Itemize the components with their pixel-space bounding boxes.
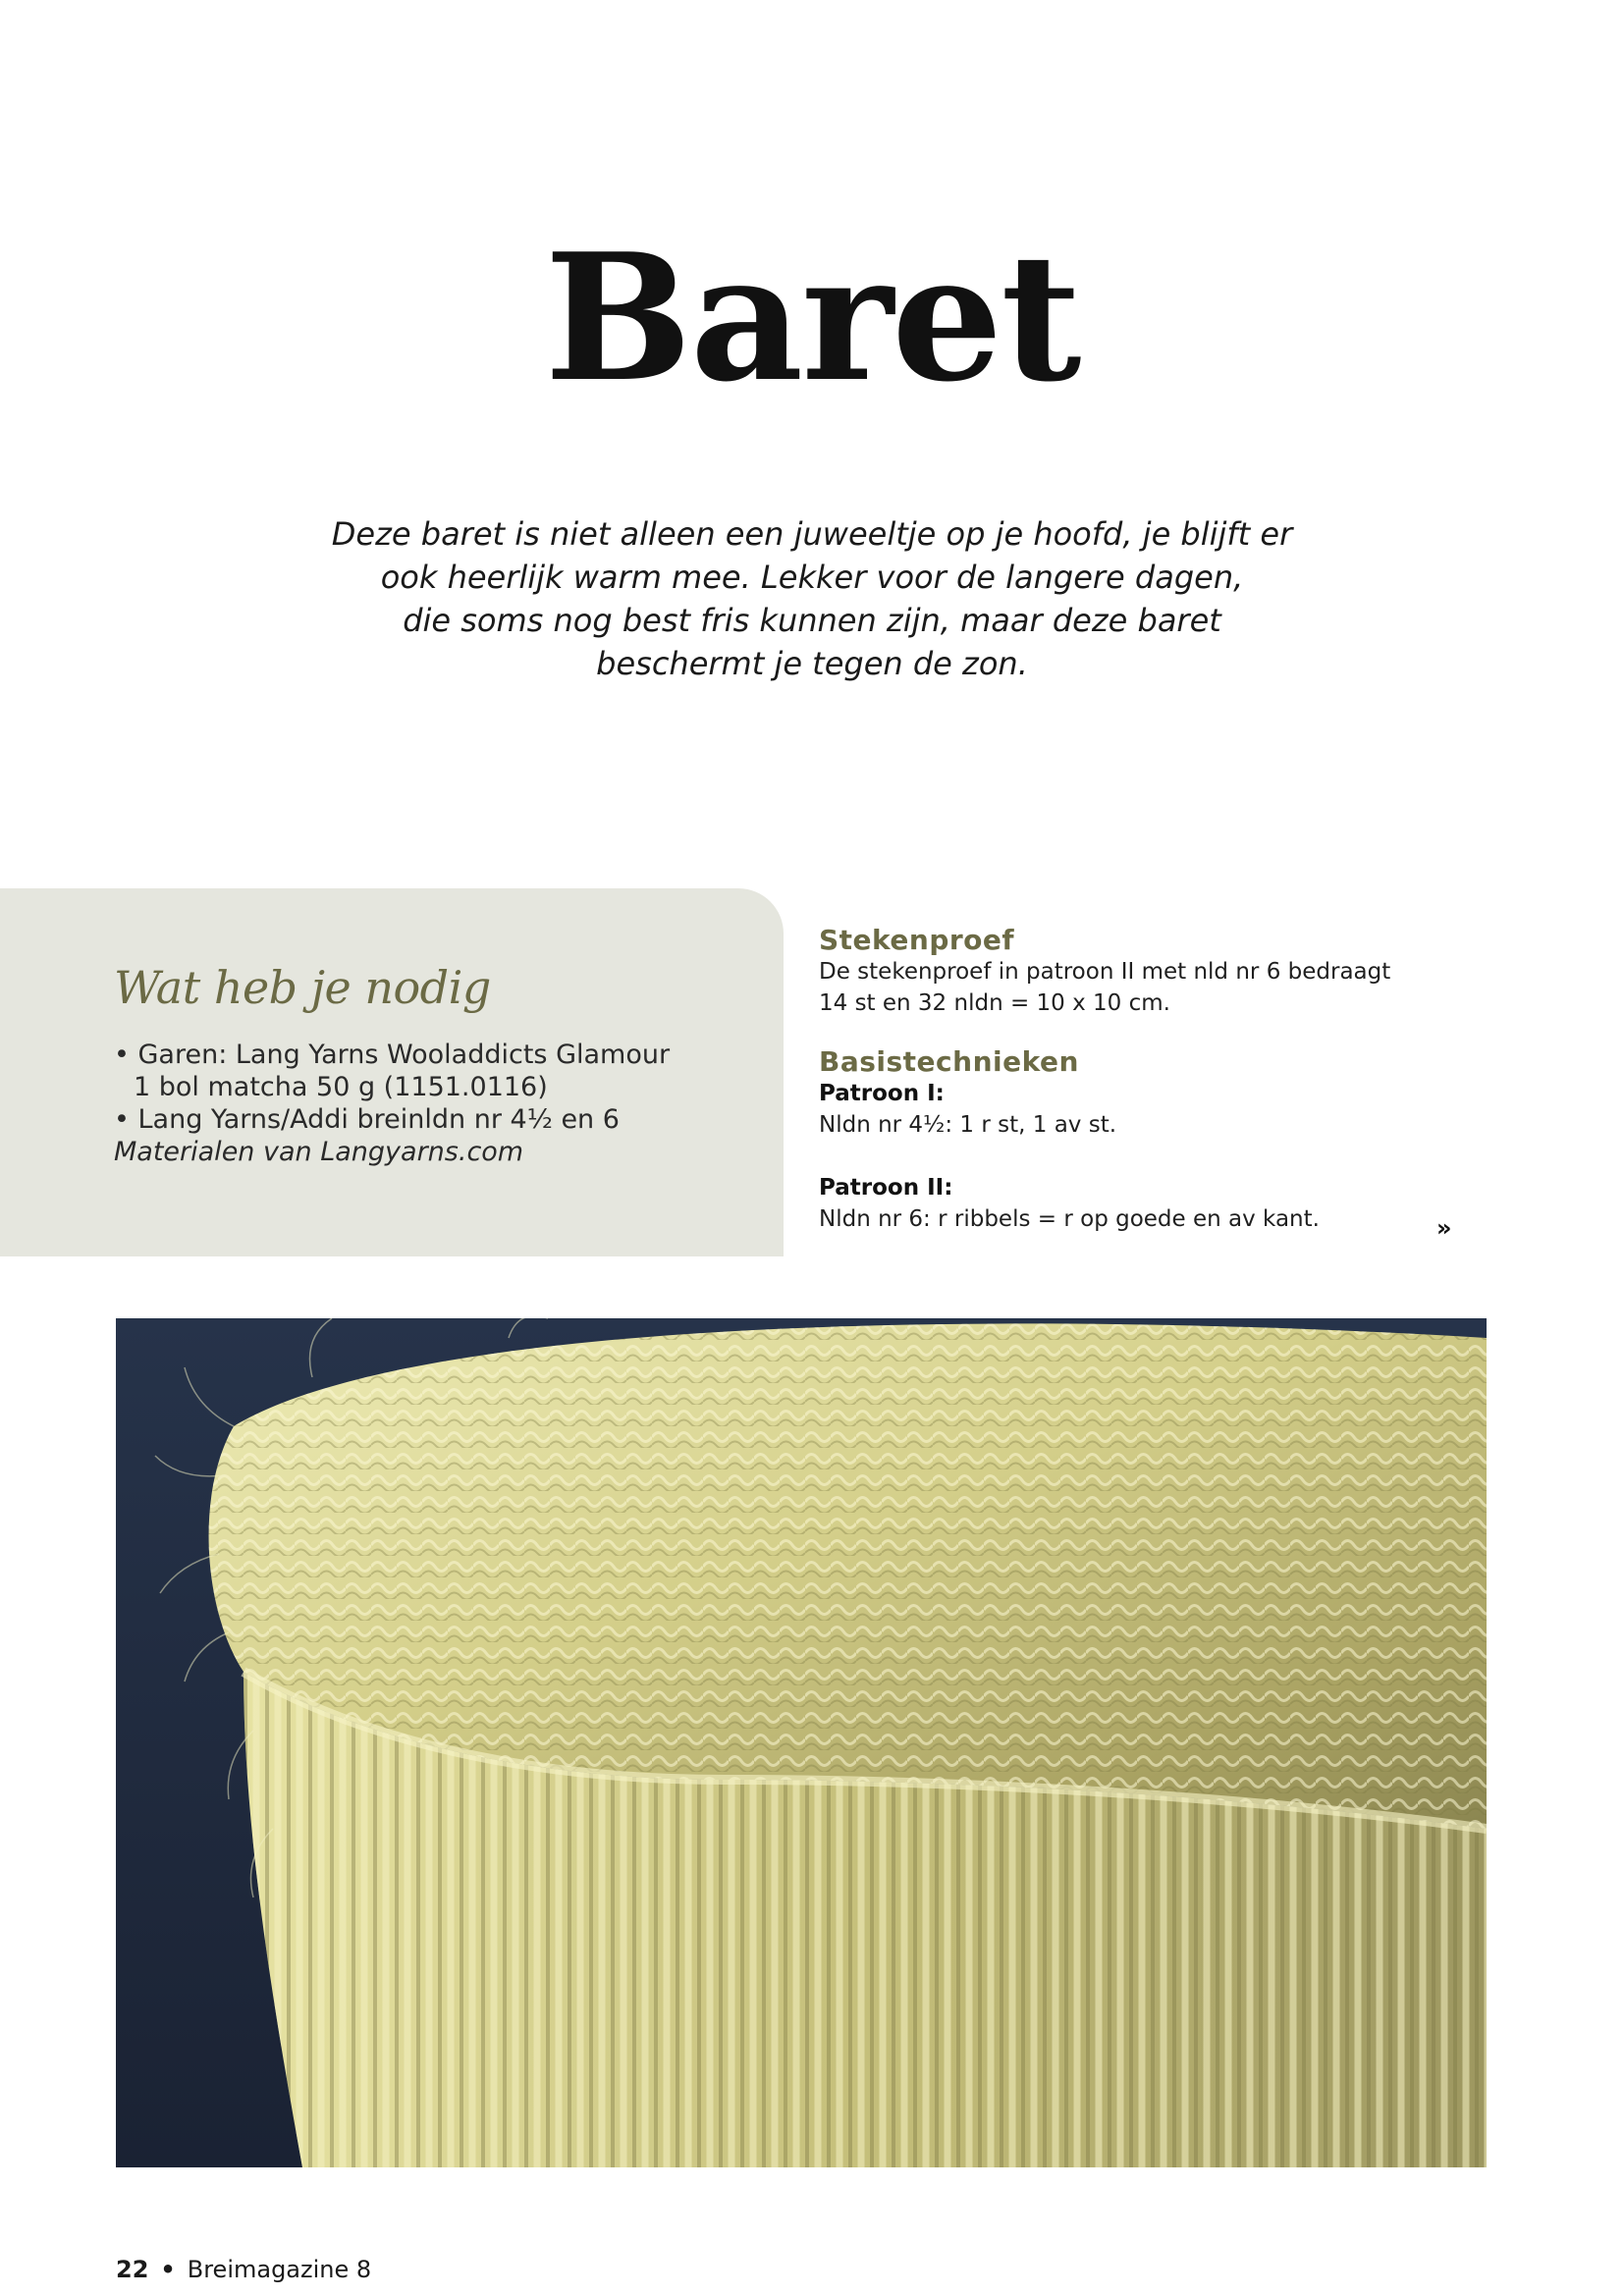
materials-item: • Lang Yarns/Addi breinldn nr 4½ en 6 bbox=[114, 1104, 620, 1135]
page-number: 22 bbox=[116, 2256, 149, 2283]
page-title: Baret bbox=[544, 215, 1080, 420]
gauge-heading: Stekenproef bbox=[819, 924, 1015, 956]
techniques-heading: Basistechnieken bbox=[819, 1045, 1079, 1078]
gauge-text-line: 14 st en 32 nldn = 10 x 10 cm. bbox=[819, 990, 1170, 1016]
intro-line: Deze baret is niet alleen een juweeltje op je hoofd, je blijft er bbox=[331, 515, 1293, 553]
page-footer bbox=[116, 2256, 371, 2283]
continue-arrow-icon: » bbox=[1436, 1214, 1452, 1242]
intro-line: die soms nog best fris kunnen zijn, maar deze baret bbox=[403, 602, 1221, 639]
gauge-text-line: De stekenproef in patroon II met nld nr 6 bedraagt bbox=[819, 959, 1391, 985]
knitted-beret-photo bbox=[116, 1318, 1487, 2167]
intro-paragraph bbox=[321, 512, 1303, 685]
footer-separator: • bbox=[160, 2256, 176, 2283]
pattern1-text: Nldn nr 4½: 1 r st, 1 av st. bbox=[819, 1112, 1117, 1138]
materials-source: Materialen van Langyarns.com bbox=[114, 1137, 524, 1167]
materials-heading: Wat heb je nodig bbox=[114, 961, 491, 1014]
intro-line: ook heerlijk warm mee. Lekker voor de langere dagen, bbox=[380, 559, 1244, 596]
pattern2-text: Nldn nr 6: r ribbels = r op goede en av kant. bbox=[819, 1206, 1320, 1232]
instructions-column bbox=[819, 925, 1447, 1235]
materials-list bbox=[114, 1039, 762, 1168]
pattern1-label: Patroon I: bbox=[819, 1081, 945, 1106]
pattern2-label: Patroon II: bbox=[819, 1175, 953, 1201]
materials-item: • Garen: Lang Yarns Wooladdicts Glamour bbox=[114, 1040, 671, 1070]
knitted-beret-image bbox=[116, 1318, 1487, 2167]
intro-line: beschermt je tegen de zon. bbox=[596, 645, 1028, 682]
magazine-name: Breimagazine 8 bbox=[187, 2256, 372, 2283]
materials-item: 1 bol matcha 50 g (1151.0116) bbox=[134, 1072, 548, 1102]
